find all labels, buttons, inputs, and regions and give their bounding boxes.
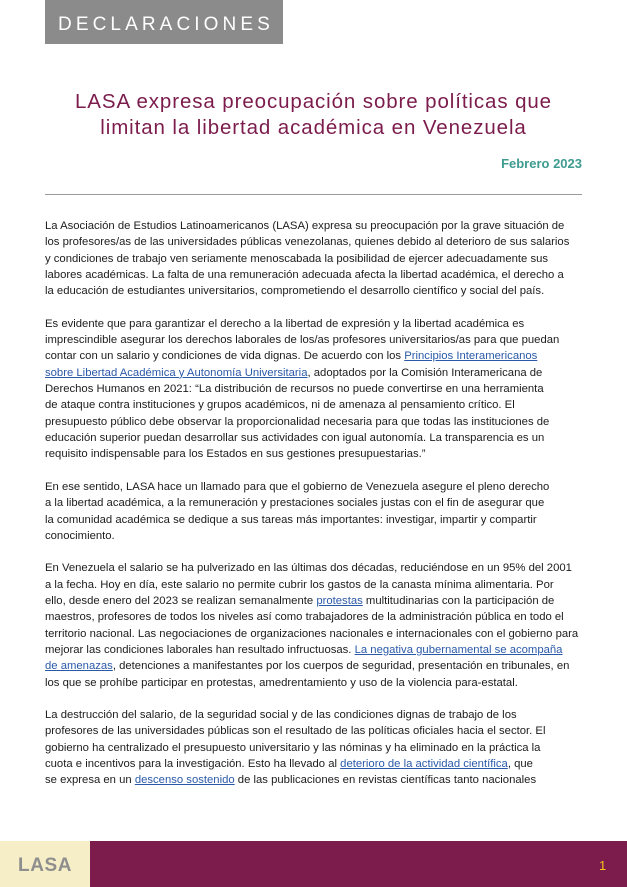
divider xyxy=(45,194,582,195)
text-line: profesores de las universidades públicas son el resultado de las políticas oficiales hacia el sector. El xyxy=(45,725,546,738)
text-segment: , adoptados por la Comisión Interamericana de xyxy=(307,366,543,379)
text-segment: ello, desde enero del 2023 se realizan semanalmente xyxy=(45,594,317,607)
page-number: 1 xyxy=(599,858,607,873)
link-negativa-gubernamental-part2[interactable]: de amenazas xyxy=(45,660,113,673)
text-segment: de las publicaciones en revistas científicas tanto nacionales xyxy=(234,774,537,787)
link-descenso-sostenido[interactable]: descenso sostenido xyxy=(134,774,235,787)
statement-body xyxy=(45,218,605,805)
text-line: labores académicas. La falta de una remuneración adecuada afecta la libertad académica, el derecho a xyxy=(45,269,564,282)
text-line xyxy=(45,593,605,609)
text-segment: multitudinarias con la participación de xyxy=(362,594,555,607)
text-segment: , detenciones a manifestantes por los cuerpos de seguridad, presentación en tribunales, en xyxy=(112,660,570,673)
text-segment: contar con un salario y condiciones de vida dignas. De acuerdo con los xyxy=(45,350,405,363)
title-line-1: LASA expresa preocupación sobre políticas que xyxy=(75,90,552,113)
text-line: Es evidente que para garantizar el derecho a la libertad de expresión y la libertad académica es xyxy=(45,317,525,330)
text-line: requisito indispensable para los Estados en sus gestiones presupuestarias.” xyxy=(45,448,426,461)
text-line: gobierno ha centralizado el presupuesto universitario y las nóminas y ha eliminado en la práctica la xyxy=(45,741,541,754)
text-line: territorio nacional. Las negociaciones de organizaciones nacionales e internacionales con el gobierno para xyxy=(45,627,579,640)
page-title xyxy=(0,89,627,141)
paragraph-2 xyxy=(45,316,605,463)
text-segment: mejorar las condiciones laborales han resultado infructuosas. xyxy=(45,643,355,656)
text-line: la comunidad académica se dedique a sus tareas más importantes: investigar, impartir y compartir xyxy=(45,513,537,526)
text-line: de ataque contra instituciones y grupos académicos, ni de amenaza al pensamiento crítico. El xyxy=(45,399,515,412)
text-line xyxy=(45,365,605,381)
paragraph-5 xyxy=(45,707,605,789)
paragraph-4 xyxy=(45,560,605,691)
text-line: la educación de estudiantes universitarios, comprometiendo el desarrollo científico y social del país. xyxy=(45,285,545,298)
link-negativa-gubernamental-part1[interactable]: La negativa gubernamental se acompaña xyxy=(354,643,563,656)
link-deterioro-actividad-cientifica[interactable]: deterioro de la actividad científica xyxy=(340,757,508,770)
text-line: a la libertad académica, a la remuneración y prestaciones sociales justas con el fin de asegurar que xyxy=(45,497,545,510)
title-line-2: limitan la libertad académica en Venezuela xyxy=(100,116,527,139)
text-line xyxy=(45,642,605,658)
text-line xyxy=(45,658,605,674)
text-line: presupuesto público debe observar la proporcionalidad necesaria para que todas las instituciones de xyxy=(45,415,550,428)
text-line: conocimiento. xyxy=(45,529,115,542)
section-label-box xyxy=(45,0,283,44)
text-line: los profesores/as de las universidades públicas venezolanas, quienes debido al deterioro de sus salarios xyxy=(45,236,570,249)
link-principios-interamericanos-part2[interactable]: sobre Libertad Académica y Autonomía Universitaria xyxy=(45,366,308,379)
text-line: En ese sentido, LASA hace un llamado para que el gobierno de Venezuela asegure el pleno derecho xyxy=(45,480,550,493)
paragraph-3 xyxy=(45,479,605,544)
text-line xyxy=(45,348,605,364)
footer-band xyxy=(90,841,627,887)
text-segment: cuota e incentivos para la investigación. Esto ha llevado al xyxy=(45,757,341,770)
footer-logo-box xyxy=(0,841,90,887)
text-line: a la fecha. Hoy en día, este salario no permite cubrir los gastos de la canasta mínima alimentaria. Por xyxy=(45,578,554,591)
text-line xyxy=(45,772,605,788)
text-segment: se expresa en un xyxy=(45,774,135,787)
link-protestas[interactable]: protestas xyxy=(316,594,363,607)
text-line: Derechos Humanos en 2021: “La distribución de recursos no puede convertirse en una herramienta xyxy=(45,383,544,396)
text-line: En Venezuela el salario se ha pulverizado en las últimas dos décadas, reduciéndose en un 95% del 2001 xyxy=(45,562,572,575)
paragraph-1 xyxy=(45,218,605,300)
text-line: y condiciones de trabajo ven seriamente menoscabada la posibilidad de ejercer adecuadamente sus xyxy=(45,252,549,265)
text-line: La destrucción del salario, de la seguridad social y de las condiciones dignas de trabajo de los xyxy=(45,708,517,721)
page-footer xyxy=(0,841,627,887)
text-segment: , que xyxy=(507,757,533,770)
publication-date: Febrero 2023 xyxy=(501,156,582,171)
section-label: DECLARACIONES xyxy=(58,14,274,35)
link-principios-interamericanos-part1[interactable]: Principios Interamericanos xyxy=(404,350,538,363)
text-line: maestros, profesores de todos los niveles así como trabajadores de la administración pública en todo el xyxy=(45,611,564,624)
text-line: los que se prohíbe participar en protestas, amedrentamiento y uso de la violencia para-estatal. xyxy=(45,676,518,689)
footer-org-name: LASA xyxy=(18,855,73,876)
text-line: La Asociación de Estudios Latinoamericanos (LASA) expresa su preocupación por la grave situación de xyxy=(45,220,565,232)
text-line: educación superior puedan desarrollar sus actividades con igual autonomía. La transparencia es un xyxy=(45,432,545,445)
text-line xyxy=(45,756,605,772)
text-line: imprescindible asegurar los derechos laborales de los/as profesores universitarios/as para que puedan xyxy=(45,334,560,347)
